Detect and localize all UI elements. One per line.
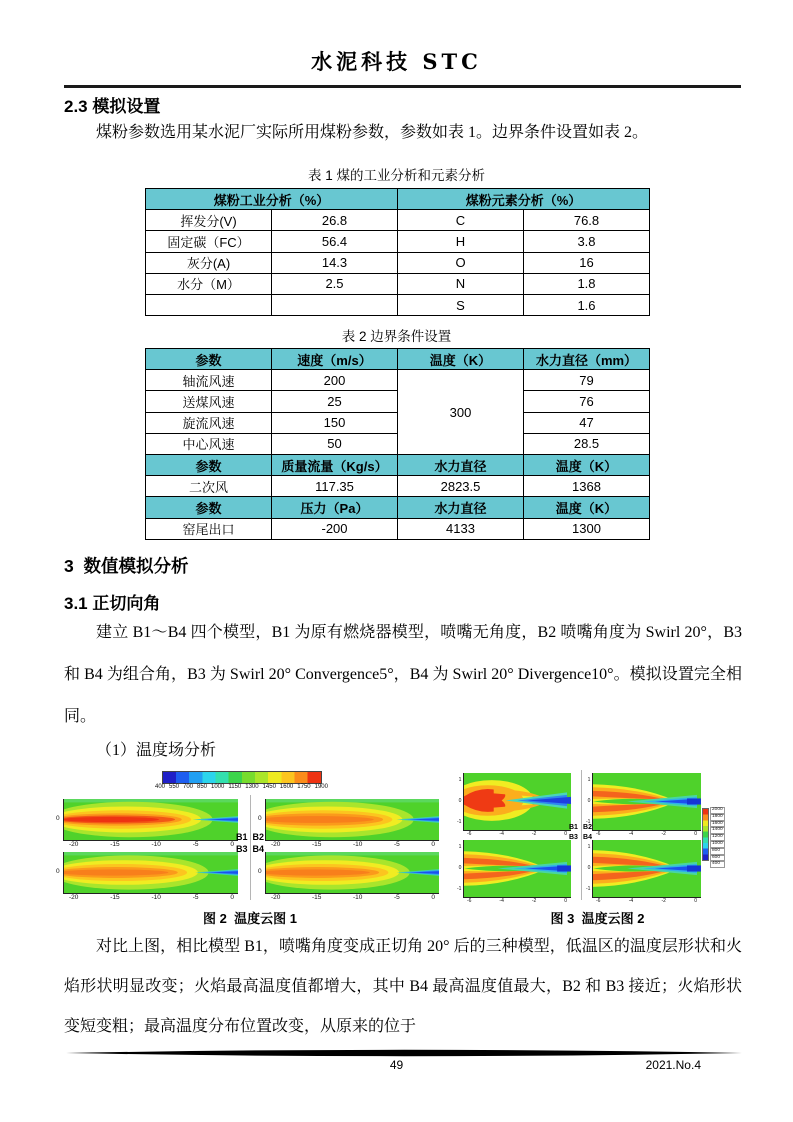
panel-label-b4: B4: [583, 834, 592, 841]
panel-labels-row1: [236, 832, 264, 842]
x-tick-label: -15: [312, 841, 322, 848]
table-header-cell: 煤粉工业分析（%）: [146, 189, 398, 210]
y-axis-tick: 0: [56, 868, 60, 875]
colorbar-tick-label: 850: [197, 784, 208, 790]
x-axis-ticks: [271, 841, 435, 848]
table-cell: 76: [524, 391, 650, 412]
y-tick-label: -1: [457, 886, 462, 892]
x-tick-label: -10: [151, 894, 161, 901]
x-tick-label: -15: [110, 894, 120, 901]
table-header-cell: 参数: [146, 497, 272, 518]
legend-value-label: 1000: [712, 840, 723, 846]
y-tick-label: -1: [457, 819, 462, 825]
colorbar-tick-label: 1300: [245, 784, 259, 790]
x-tick-label: -6: [596, 831, 601, 837]
legend-value-label: 1400: [712, 827, 723, 833]
y-tick-label: -1: [586, 819, 591, 825]
x-tick-label: 0: [694, 831, 697, 837]
y-axis-ticks: [586, 777, 590, 825]
temperature-legend: [702, 807, 736, 867]
x-tick-label: 0: [230, 894, 234, 901]
table-row: [146, 231, 650, 252]
table-cell: 117.35: [272, 476, 398, 497]
table-row: [146, 252, 650, 273]
table-cell: 16: [524, 252, 650, 273]
table-cell: 轴流风速: [146, 370, 272, 391]
table-cell: 旋流风速: [146, 412, 272, 433]
x-tick-label: -5: [192, 841, 199, 848]
colorbar-tick-label: 700: [183, 784, 194, 790]
legend-color-strip: [702, 808, 709, 861]
table-cell: 14.3: [272, 252, 398, 273]
table-cell: 3.8: [524, 231, 650, 252]
x-axis-ticks: [467, 898, 567, 904]
x-tick-label: -2: [531, 831, 537, 837]
figure-temp-contour-2: [455, 765, 740, 910]
flame-contour: [64, 852, 238, 893]
y-tick-label: 1: [458, 777, 462, 783]
paragraph-analysis: 对比上图，相比模型 B1，喷嘴角度变成正切角 20° 后的三种模型，低温区的温度层形状和火焰形状明显改变；火焰最高温度值都增大，其中 B4 最高温度值最大，B2 和 B3 接近；火焰形状变短变粗；最高温度分布位置改变，从原来的位于: [64, 938, 742, 1035]
x-tick-label: 0: [694, 898, 697, 904]
colorbar-labels: [155, 784, 328, 790]
x-tick-label: 0: [230, 841, 234, 848]
table-cell: 56.4: [272, 231, 398, 252]
x-tick-label: -4: [499, 898, 504, 904]
panel-labels-row2: [236, 844, 264, 854]
y-tick-label: 0: [587, 798, 591, 804]
y-tick-label: -1: [586, 886, 591, 892]
table-cell: 26.8: [272, 210, 398, 231]
contour-panel-b1: [56, 799, 238, 841]
x-axis-ticks: [596, 831, 697, 837]
colorbar-tick-label: 1900: [314, 784, 328, 790]
x-tick-label: -6: [467, 898, 472, 904]
x-tick-label: -5: [394, 841, 400, 848]
table-header-cell: 温度（K）: [524, 454, 650, 475]
y-axis-tick: 0: [258, 868, 262, 875]
journal-title: 水泥科技 STC: [311, 49, 482, 74]
x-tick-label: -5: [192, 894, 199, 901]
table-cell: 固定碳（FC）: [146, 231, 272, 252]
table-cell: 4133: [398, 518, 524, 539]
table-cell: 挥发分(V): [146, 210, 272, 231]
x-tick-label: -6: [596, 898, 601, 904]
legend-value-label: 800: [710, 848, 725, 855]
issue-number: 2021.No.4: [645, 1058, 701, 1072]
x-tick-label: 0: [564, 898, 567, 904]
figure3-caption: 图 3 温度云图 2: [550, 911, 645, 926]
table-cell: 送煤风速: [146, 391, 272, 412]
flame-contour: [464, 773, 571, 830]
contour-panel-b4: [586, 840, 701, 898]
y-axis-ticks: [457, 777, 461, 825]
y-axis-ticks: [457, 844, 461, 892]
panel-label-b2: B2: [252, 832, 264, 842]
y-tick-label: 1: [587, 777, 591, 783]
y-tick-label: 0: [458, 865, 462, 871]
x-tick-label: -6: [467, 831, 472, 837]
table-cell: 47: [524, 412, 650, 433]
panel-label-b3: B3: [236, 844, 248, 854]
x-tick-label: -2: [661, 831, 666, 837]
table-row: [146, 454, 650, 475]
contour-panel-b2: [258, 799, 439, 841]
y-tick-label: 0: [587, 865, 591, 871]
section-heading-2-3: 2.3 模拟设置: [64, 97, 161, 116]
colorbar-tick-label: 1750: [297, 784, 311, 790]
colorbar-tick-label: 1000: [211, 784, 225, 790]
table-cell: 76.8: [524, 210, 650, 231]
table-row: [146, 273, 650, 294]
table-cell: 79: [524, 370, 650, 391]
table-row: [146, 294, 650, 315]
table-row: [146, 349, 650, 370]
panel-label-b2: B2: [583, 824, 592, 831]
x-tick-label: -20: [271, 841, 281, 848]
table-cell: 窑尾出口: [146, 518, 272, 539]
x-tick-label: -4: [628, 831, 634, 837]
flame-contour: [266, 852, 439, 893]
table-header-cell: 水力直径: [398, 454, 524, 475]
table2-caption: 表 2 边界条件设置: [341, 329, 452, 344]
temperature-colorbar: [162, 771, 322, 784]
table-header-cell: 水力直径（mm）: [524, 349, 650, 370]
flame-contour: [266, 799, 439, 840]
page-number: 49: [389, 1058, 404, 1072]
x-axis-ticks: [467, 831, 567, 837]
table-cell: 2.5: [272, 273, 398, 294]
section-heading-3: 3 数值模拟分析: [64, 556, 189, 576]
table-cell: 1368: [524, 476, 650, 497]
contour-panel-b1: [457, 773, 571, 831]
panel-label-b1: B1: [236, 832, 248, 842]
header-rule: [64, 85, 741, 88]
legend-labels: [710, 807, 725, 867]
table-cell: 150: [272, 412, 398, 433]
table-row: [146, 189, 650, 210]
list-item-temperature-field: （1）温度场分析: [96, 742, 217, 759]
table-header-cell: 参数: [146, 349, 272, 370]
table-cell: 中心风速: [146, 433, 272, 454]
table-header-cell: 参数: [146, 454, 272, 475]
table-cell: 1.8: [524, 273, 650, 294]
table-cell-merged-temperature: 300: [398, 370, 524, 455]
colorbar-tick-label: 550: [169, 784, 180, 790]
x-tick-label: -5: [394, 894, 400, 901]
panel-labels-row1: [569, 824, 592, 831]
colorbar-tick-label: 1450: [262, 784, 276, 790]
colorbar-tick-label: 400: [155, 784, 166, 790]
figure-temp-contour-1: [56, 765, 440, 910]
paragraph-intro: 煤粉参数选用某水泥厂实际所用煤粉参数，参数如表 1。边界条件设置如表 2。: [96, 124, 649, 141]
x-tick-label: -10: [353, 894, 363, 901]
table-cell: O: [398, 252, 524, 273]
table-cell: S: [398, 294, 524, 315]
legend-value-label: 400: [710, 861, 725, 868]
x-axis-ticks: [69, 841, 234, 848]
table-row: [146, 210, 650, 231]
table-header-cell: 温度（K）: [398, 349, 524, 370]
x-tick-label: 0: [564, 831, 567, 837]
table-cell: C: [398, 210, 524, 231]
panel-label-b4: B4: [252, 844, 264, 854]
legend-value-label: 2000: [712, 807, 723, 812]
y-tick-label: 1: [458, 844, 462, 850]
x-tick-label: -4: [499, 831, 504, 837]
table-header-cell: 质量流量（Kg/s）: [272, 454, 398, 475]
table-header-cell: 温度（K）: [524, 497, 650, 518]
table-header-cell: 压力（Pa）: [272, 497, 398, 518]
x-tick-label: -15: [110, 841, 120, 848]
contour-panel-b4: [258, 852, 439, 894]
flame-contour: [593, 840, 701, 897]
x-tick-label: -15: [312, 894, 322, 901]
x-tick-label: -4: [628, 898, 634, 904]
coal-analysis-table: [145, 188, 650, 316]
table-row: [146, 476, 650, 497]
y-tick-label: 0: [458, 798, 462, 804]
legend-value-label: 1200: [712, 834, 723, 840]
x-tick-label: -2: [531, 898, 537, 904]
table-cell: N: [398, 273, 524, 294]
y-tick-label: 1: [587, 844, 591, 850]
legend-value-label: 1800: [712, 813, 723, 819]
x-axis-ticks: [596, 898, 697, 904]
x-axis-ticks: [69, 894, 234, 901]
table-cell: -200: [272, 518, 398, 539]
table-cell: [146, 294, 272, 315]
table-cell: 2823.5: [398, 476, 524, 497]
y-axis-tick: 0: [258, 815, 262, 822]
x-tick-label: -2: [661, 898, 666, 904]
panel-label-b1: B1: [569, 824, 578, 831]
flame-contour: [593, 773, 701, 830]
x-tick-label: -10: [353, 841, 363, 848]
table-row: [146, 497, 650, 518]
table-header-cell: 速度（m/s）: [272, 349, 398, 370]
footer-divider: [66, 1049, 742, 1057]
colorbar-tick-label: 1600: [279, 784, 294, 790]
section-heading-3-1: 3.1 正切向角: [64, 594, 161, 613]
colorbar-tick-label: 1150: [228, 784, 242, 790]
y-axis-ticks: [586, 844, 590, 892]
panel-labels-row2: [569, 834, 592, 841]
x-tick-label: -20: [271, 894, 281, 901]
x-axis-ticks: [271, 894, 435, 901]
table-cell: 200: [272, 370, 398, 391]
paragraph-models: 建立 B1～B4 四个模型，B1 为原有燃烧器模型，喷嘴无角度，B2 喷嘴角度为 Swirl 20°，B3 和 B4 为组合角，B3 为 Swirl 20° Convergence5°，B4 为 Swirl 20° Divergence10°。模拟设置完全相同。: [64, 624, 742, 725]
table-cell: 灰分(A): [146, 252, 272, 273]
contour-panel-b3: [56, 852, 238, 894]
legend-value-label: 1600: [712, 820, 723, 826]
x-tick-label: -10: [151, 841, 161, 848]
legend-value-label: 600: [710, 855, 725, 862]
table-cell: 28.5: [524, 433, 650, 454]
table-row: [146, 370, 650, 391]
table-cell: 二次风: [146, 476, 272, 497]
x-tick-label: 0: [431, 841, 435, 848]
boundary-conditions-table: [145, 348, 650, 540]
y-axis-tick: 0: [56, 815, 60, 822]
flame-contour: [64, 799, 238, 840]
table-cell: 1.6: [524, 294, 650, 315]
table-cell: 50: [272, 433, 398, 454]
x-tick-label: -20: [69, 894, 79, 901]
table-header-cell: 水力直径: [398, 497, 524, 518]
flame-contour: [464, 840, 571, 897]
table-cell: [272, 294, 398, 315]
table-row: [146, 518, 650, 539]
table-cell: H: [398, 231, 524, 252]
panel-label-b3: B3: [569, 834, 578, 841]
table-cell: 25: [272, 391, 398, 412]
table1-caption: 表 1 煤的工业分析和元素分析: [307, 168, 485, 183]
table-cell: 1300: [524, 518, 650, 539]
contour-panel-b3: [457, 840, 571, 898]
x-tick-label: 0: [431, 894, 435, 901]
table-cell: 水分（M）: [146, 273, 272, 294]
x-tick-label: -20: [69, 841, 79, 848]
figure2-caption: 图 2 温度云图 1: [203, 911, 297, 926]
table-header-cell: 煤粉元素分析（%）: [398, 189, 650, 210]
